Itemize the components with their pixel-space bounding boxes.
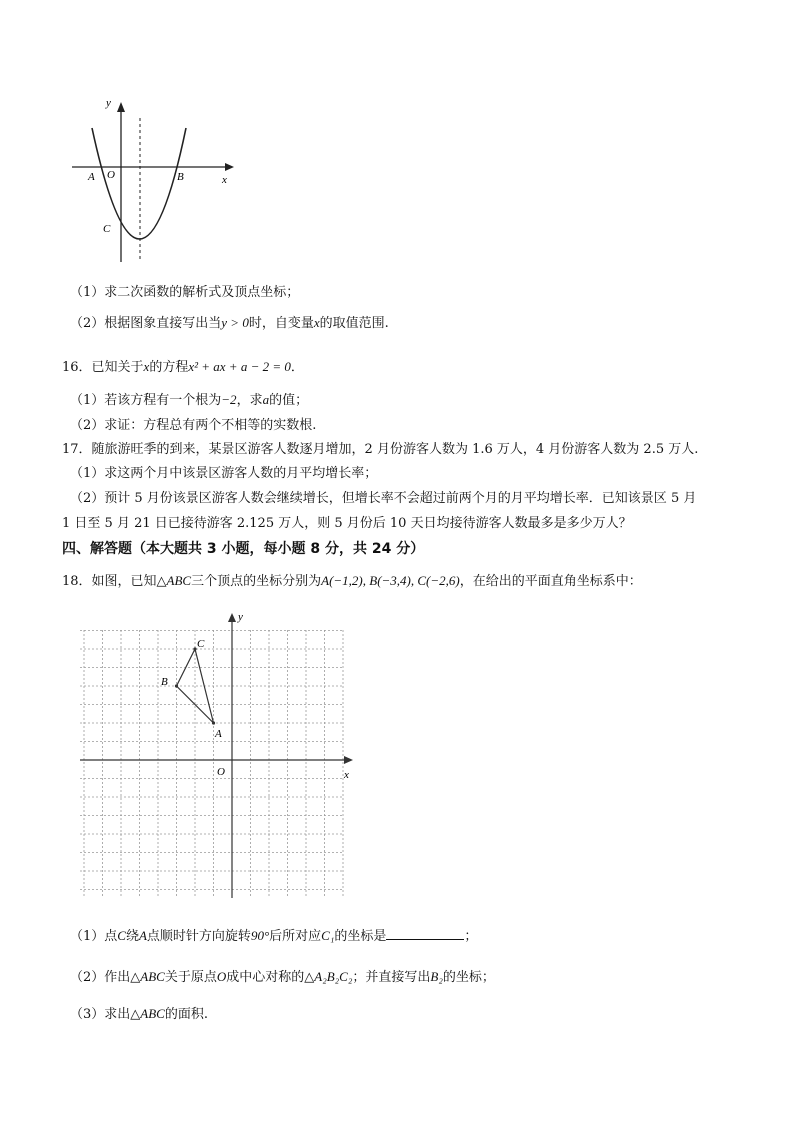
point-c-label: C [103, 223, 111, 235]
q18-coordinates: A(−1,2), B(−3,4), C(−2,6) [321, 573, 460, 588]
q17-part2-line1: （2）预计 5 月份该景区游客人数会继续增长，但增长率不会超过前两个月的月平均增长率．已知该景区 5 月 [70, 491, 697, 506]
x-axis-label: x [344, 769, 349, 781]
point-b-label: B [177, 171, 184, 183]
q17-part1: （1）求这两个月中该景区游客人数的月平均增长率； [70, 466, 378, 481]
point-a-label: A [215, 728, 222, 740]
x-axis-arrow [225, 163, 234, 171]
q16-part2: （2）求证：方程总有两个不相等的实数根. [70, 418, 317, 433]
q16-stem: 16．已知关于x的方程x² + ax + a − 2 = 0． [62, 359, 304, 375]
origin-label: O [107, 169, 115, 181]
y-axis-arrow [228, 613, 236, 622]
q17-stem: 17．随旅游旺季的到来，某景区游客人数逐月增加，2 月份游客人数为 1.6 万人，4 月份游客人数为 2.5 万人. [62, 442, 699, 457]
q18-part3: （3）求出△ABC的面积. [70, 1006, 208, 1022]
q15-part2: （2）根据图象直接写出当y > 0时，自变量x的取值范围. [70, 315, 389, 331]
origin-label: O [217, 766, 225, 778]
q16-part1: （1）若该方程有一个根为−2，求a的值； [70, 392, 309, 408]
q15-part1: （1）求二次函数的解析式及顶点坐标； [70, 285, 300, 300]
y-axis-label: y [238, 611, 243, 623]
q18-part1: （1）点C绕A点顺时针方向旋转90°后所对应C₁的坐标是 ； [70, 928, 478, 944]
point-a-label: A [88, 171, 95, 183]
point-c-label: C [197, 638, 205, 650]
point-b [175, 684, 178, 687]
point-a [212, 721, 215, 724]
q18-stem: 18．如图，已知△ABC三个顶点的坐标分别为A(−1,2), B(−3,4), C(−2,6)，在给出的平面直角坐标系中： [62, 573, 642, 589]
x-axis-arrow [344, 756, 353, 764]
q18-part2: （2）作出△ABC关于原点O成中心对称的△A₂B₂C₂；并直接写出B₂的坐标； [70, 969, 495, 985]
y-axis-arrow [117, 102, 125, 112]
y-axis-label: y [106, 97, 111, 109]
inequality-y-gt-0: y > 0 [221, 315, 249, 330]
q17-part2-line2: 1 日至 5 月 21 日已接待游客 2.125 万人，则 5 月份后 10 天日均接待游客人数最多是多少万人？ [62, 516, 632, 531]
grid-figure [60, 610, 360, 910]
point-b-label: B [161, 676, 168, 688]
coordinate-grid [80, 630, 343, 898]
section-heading: 四、解答题（本大题共 3 小题，每小题 8 分，共 24 分） [62, 541, 425, 557]
answer-blank[interactable] [386, 927, 464, 940]
x-axis-label: x [222, 174, 227, 186]
parabola-figure [62, 90, 247, 270]
q16-equation: x² + ax + a − 2 = 0 [188, 359, 291, 374]
